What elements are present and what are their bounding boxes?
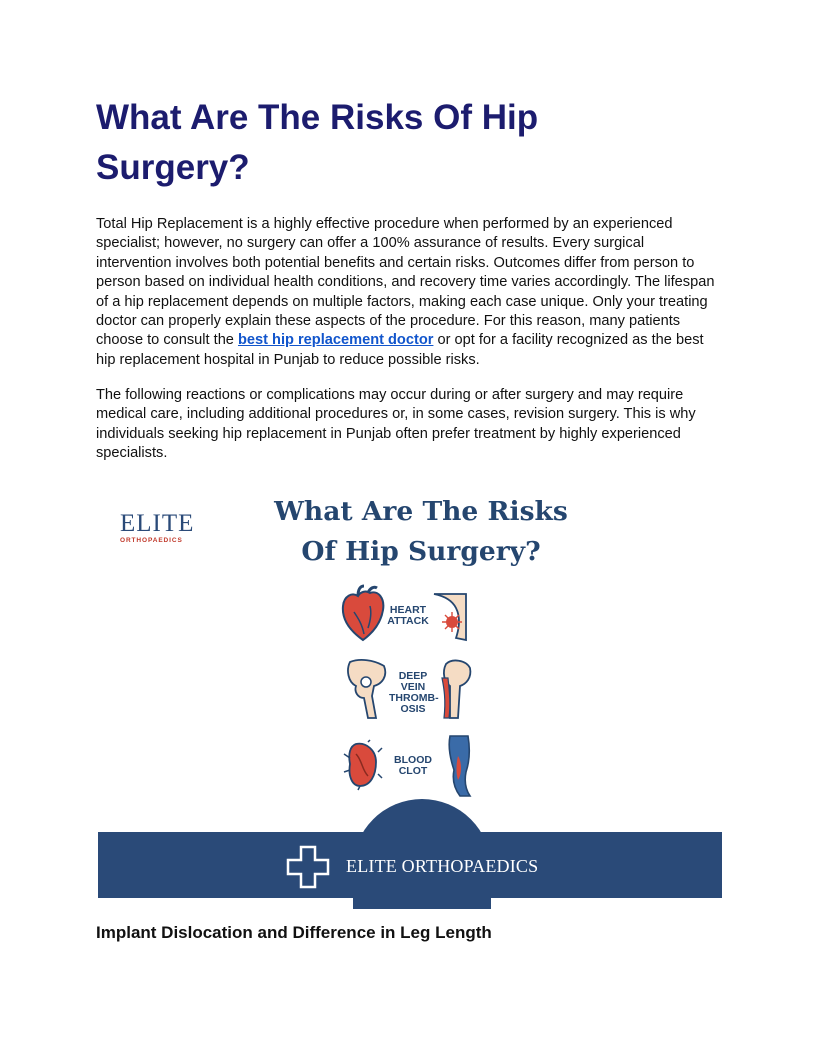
risk-label-heart-attack (386, 605, 430, 627)
complications-paragraph: The following reactions or complications may occur during or after surgery and may require medical care, including additional procedures or, in some cases, revision surgery. This is why individuals seeking hip replacement in Punjab often prefer treatment by highly experienced specialists. (96, 387, 696, 462)
section-heading-implant-dislocation: Implant Dislocation and Difference in Leg Length (96, 923, 492, 942)
pelvis-bone-icon (344, 658, 390, 720)
risk-label-line: THROMB- (389, 692, 439, 704)
infographic-title (256, 492, 586, 572)
elite-orthopaedics-banner (98, 832, 722, 898)
risk-label-line: BLOOD (394, 754, 432, 766)
blood-clot-icon (342, 740, 384, 790)
risks-infographic (96, 480, 722, 898)
risk-label-blood-clot (388, 755, 438, 777)
banner-brand-text: ELITE ORTHOPAEDICS (346, 856, 539, 876)
risk-label-line: CLOT (398, 765, 428, 777)
risk-label-line: HEART (389, 604, 427, 616)
risk-label-line: OSIS (400, 703, 426, 715)
femur-vein-icon (436, 658, 474, 720)
elite-logo-text: ELITE (120, 510, 195, 537)
elite-logo-subtitle: ORTHOPAEDICS (120, 537, 183, 544)
risk-label-line: ATTACK (387, 615, 429, 627)
intro-text-before-link: Total Hip Replacement is a highly effective procedure when performed by an experienced specialist; however, no surgery can offer a 100% assurance of results. Every surgical intervention involves both potential benefits and certain risks. Outcomes differ from person to person based on individual health conditions, and recovery time varies accordingly. The lifespan of a hip replacement depends on multiple factors, making each case unique. Only your treating doctor can properly explain these aspects of the procedure. For this reason, many patients choose to consult the (96, 216, 715, 349)
risk-label-line: DEEP (398, 670, 428, 682)
heart-icon (340, 584, 386, 642)
intro-text-after-link: or opt for a facility recognized as the best hip replacement hospital in Punjab to reduce possible risks. (96, 332, 704, 368)
risk-label-deep-vein-thrombosis (389, 671, 437, 715)
hip-pain-icon (430, 592, 470, 642)
infographic-title-line-1: What Are The Risks (274, 496, 568, 527)
page-title: What Are The Risks Of Hip Surgery? (96, 98, 539, 187)
intro-paragraph (96, 215, 722, 370)
medical-cross-icon (286, 845, 330, 889)
risk-label-line: VEIN (400, 681, 426, 693)
leg-vein-icon (446, 734, 474, 798)
infographic-title-line-2: Of Hip Surgery? (301, 536, 541, 567)
best-hip-replacement-doctor-link[interactable]: best hip replacement doctor (237, 332, 434, 349)
